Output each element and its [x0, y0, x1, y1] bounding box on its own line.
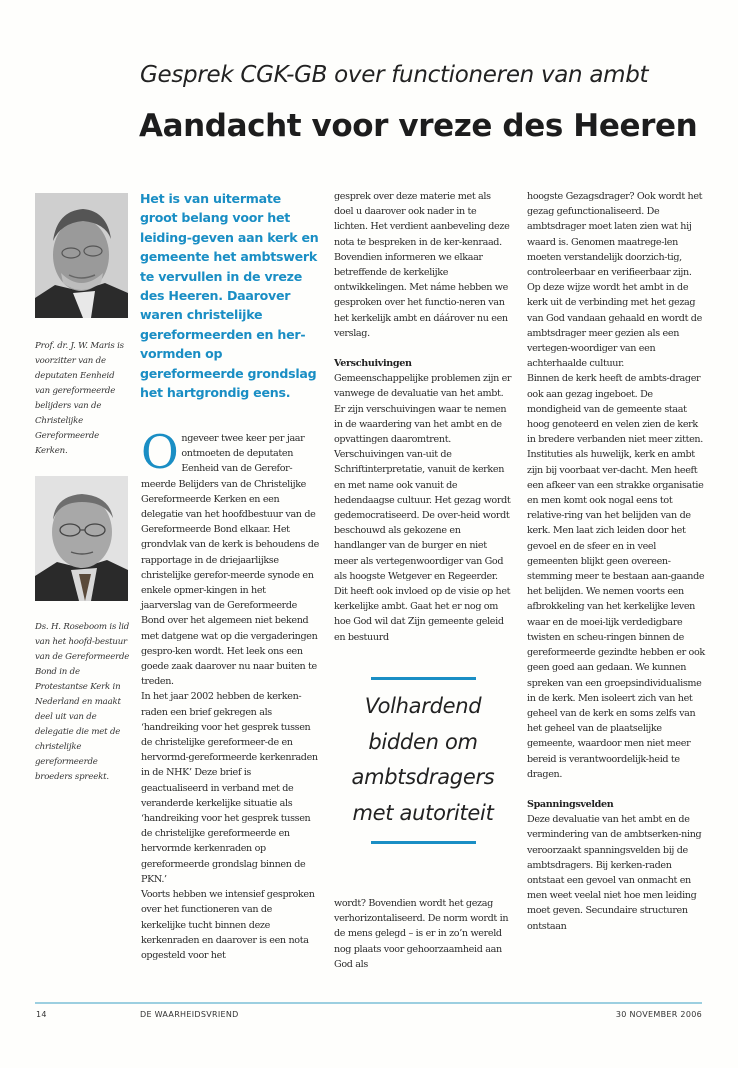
body-column-1 [141, 425, 319, 963]
portrait-image [35, 193, 128, 318]
portrait-roseboom [35, 476, 128, 601]
page-number: 14 [36, 1010, 47, 1019]
pull-quote-line: Volhardend [364, 694, 482, 718]
paragraph: In het jaar 2002 hebben de kerken-raden een brief gekregen als ‘handreiking voor het gesprek tussen de christelijke gereformeer-de en hervormd-gereformeerde kerkenraden in de NHK’ Deze brief is geactualiseerd in verband met de veranderde kerkelijke situatie als ‘handreiking voor het gesprek tussen de christelijke gereformeerde en hervormde kerkenraden op gereformeerde grondslag binnen de PKN.’ [141, 691, 318, 885]
paragraph: Dit heeft ook invloed op de visie op het kerkelijke ambt. Gaat het er nog om hoe God wil dat Zijn gemeente geleid en bestuurd [334, 586, 511, 643]
pull-quote-text [334, 689, 512, 831]
body-column-2-continued [334, 896, 512, 972]
paragraph: hoogste Gezagsdrager? Ook wordt het gezag gefunctionaliseerd. De ambtsdrager moet laten zien wat hij waard is. Genomen maatrege-len moeten verstandelijk doorzich-tig, controleerbaar en verifieerbaar zijn. Op deze wijze wordt het ambt in de kerk uit de verbinding met het gezag van God vandaan gehaald en wordt de ambtsdrager meer gezien als een vertegen-woordiger van een achterhaalde cultuur. [527, 191, 703, 370]
publication-name: DE WAARHEIDSVRIEND [140, 1010, 239, 1019]
body-column-2 [334, 189, 512, 645]
pull-quote-line: ambtsdragers [351, 765, 495, 789]
paragraph: Gemeenschappelijke problemen zijn er vanwege de devaluatie van het ambt. Er zijn verschuivingen waar te nemen in de waardering van het ambt en de opvattingen daaromtrent. Verschuivingen van-uit de Schriftinterpretatie, vanuit de kerken en met name ook vanuit de hedendaagse cultuur. Het gezag wordt gedemocratiseerd. De over-heid wordt beschouwd als gekozene en handlanger van de burger en niet meer als vertegenwoordiger van God als hoogste Wetgever en Regeerder. [334, 373, 512, 582]
paragraph: Deze devaluatie van het ambt en de vermindering van de ambtserken-ning veroorzaakt spanningsvelden bij de ambtsdragers. Bij kerken-raden ontstaat een gevoel van onmacht en men weet veelal niet hoe men leiding moet geven. Secundaire structuren ontstaan [527, 814, 702, 932]
pull-quote-line: bidden om [368, 729, 478, 754]
pull-quote-line: met autoriteit [352, 800, 494, 825]
kicker: Gesprek CGK-GB over functioneren van ambt [140, 62, 649, 88]
portrait-image [35, 476, 128, 601]
drop-cap: O [141, 425, 179, 479]
headline: Aandacht voor vreze des Heeren [139, 108, 698, 144]
body-column-3 [527, 189, 707, 934]
paragraph: Binnen de kerk heeft de ambts-drager ook aan gezag ingeboet. De mondigheid van de gemeente staat hoog genoteerd en velen zien de kerk in bredere verbanden niet meer zitten. Instituties als huwelijk, kerk en ambt zijn bij voorbaat ver-dacht. Men heeft een afkeer van een strakke organisatie en men komt ook nogal eens tot relative-ring van het belijden van de kerk. Men laat zich leiden door het gevoel en de sfeer en in veel gemeenten blijkt geen overeen-stemming meer te bestaan aan-gaande het belijden. We nemen voorts een afbrokkeling van het kerkelijke leven waar en de moei-lijk verdedigbare twisten en scheu-ringen binnen de gereformeerde gezindte hebben er ook geen goed aan gedaan. We kunnen spreken van een groepsindividualisme in de kerk. Men isoleert zich van het geheel van de kerk en soms zelfs van het geheel van de plaatselijke gemeente, waardoor men niet meer bereid is verantwoordelijk-heid te dragen. [527, 373, 705, 780]
paragraph: Voorts hebben we intensief gesproken over het functioneren van de kerkelijke tucht binnen deze kerkenraden en daarover is een nota opgesteld voor het [141, 889, 315, 961]
pull-quote-rule-top [371, 677, 476, 680]
pull-quote [334, 677, 512, 844]
pull-quote-rule-bottom [371, 841, 476, 844]
paragraph: gesprek over deze materie met als doel u daarover ook nader in te lichten. Het verdient aanbeveling deze nota te bespreken in de ker-kenraad. Bovendien informeren we elkaar betreffende de kerkelijke ontwikkelingen. Met náme hebben we gesproken over het functio-neren van het kerkelijk ambt en dáárover nu een verslag. [334, 191, 510, 339]
caption-maris: Prof. dr. J. W. Maris is voorzitter van de deputaten Eenheid van gereformeerde belijders van de Christelijke Gereformeerde Kerken. [35, 341, 124, 456]
paragraph: wordt? Bovendien wordt het gezag verhorizontaliseerd. De norm wordt in de mens gelegd – is er in zo’n wereld nog plaats voor gehoorzaamheid aan God als [334, 898, 509, 970]
portrait-maris [35, 193, 128, 318]
caption-roseboom: Ds. H. Roseboom is lid van het hoofd-bestuur van de Gereformeerde Bond in de Protestantse Kerk in Nederland en maakt deel uit van de delegatie die met de christelijke gereformeerde broeders spreekt. [35, 622, 130, 782]
subheading-spanningsvelden: Spanningsvelden [527, 798, 614, 810]
subheading-verschuivingen: Verschuivingen [334, 358, 412, 370]
paragraph-text: ngeveer twee keer per jaar ontmoeten de deputaten Eenheid van de Gerefor-meerde Belijders van de Christelijke Gereformeerde Kerken en een delegatie van het hoofdbestuur van de Gereformeerde Bond elkaar. Het grondvlak van de kerk is behoudens de rapportage in de driejaarlijkse christelijke gerefor-meerde synode en enkele opmer-kingen in het jaarverslag van de Gereformeerde Bond over het algemeen niet bekend met datgene wat op die vergaderingen gespro-ken wordt. Het leek ons een goede zaak daarover nu naar buiten te treden. [141, 433, 319, 688]
intro-lead: Het is van uitermate groot belang voor het leiding-geven aan kerk en gemeente het ambtswerk te vervullen in de vreze des Heeren. Daarover waren christelijke gereformeerden en her-vormden op gereformeerde grondslag het hartgrondig eens. [140, 191, 319, 401]
footer-divider [35, 1002, 702, 1004]
paragraph [141, 425, 319, 689]
issue-date: 30 NOVEMBER 2006 [615, 1010, 702, 1019]
